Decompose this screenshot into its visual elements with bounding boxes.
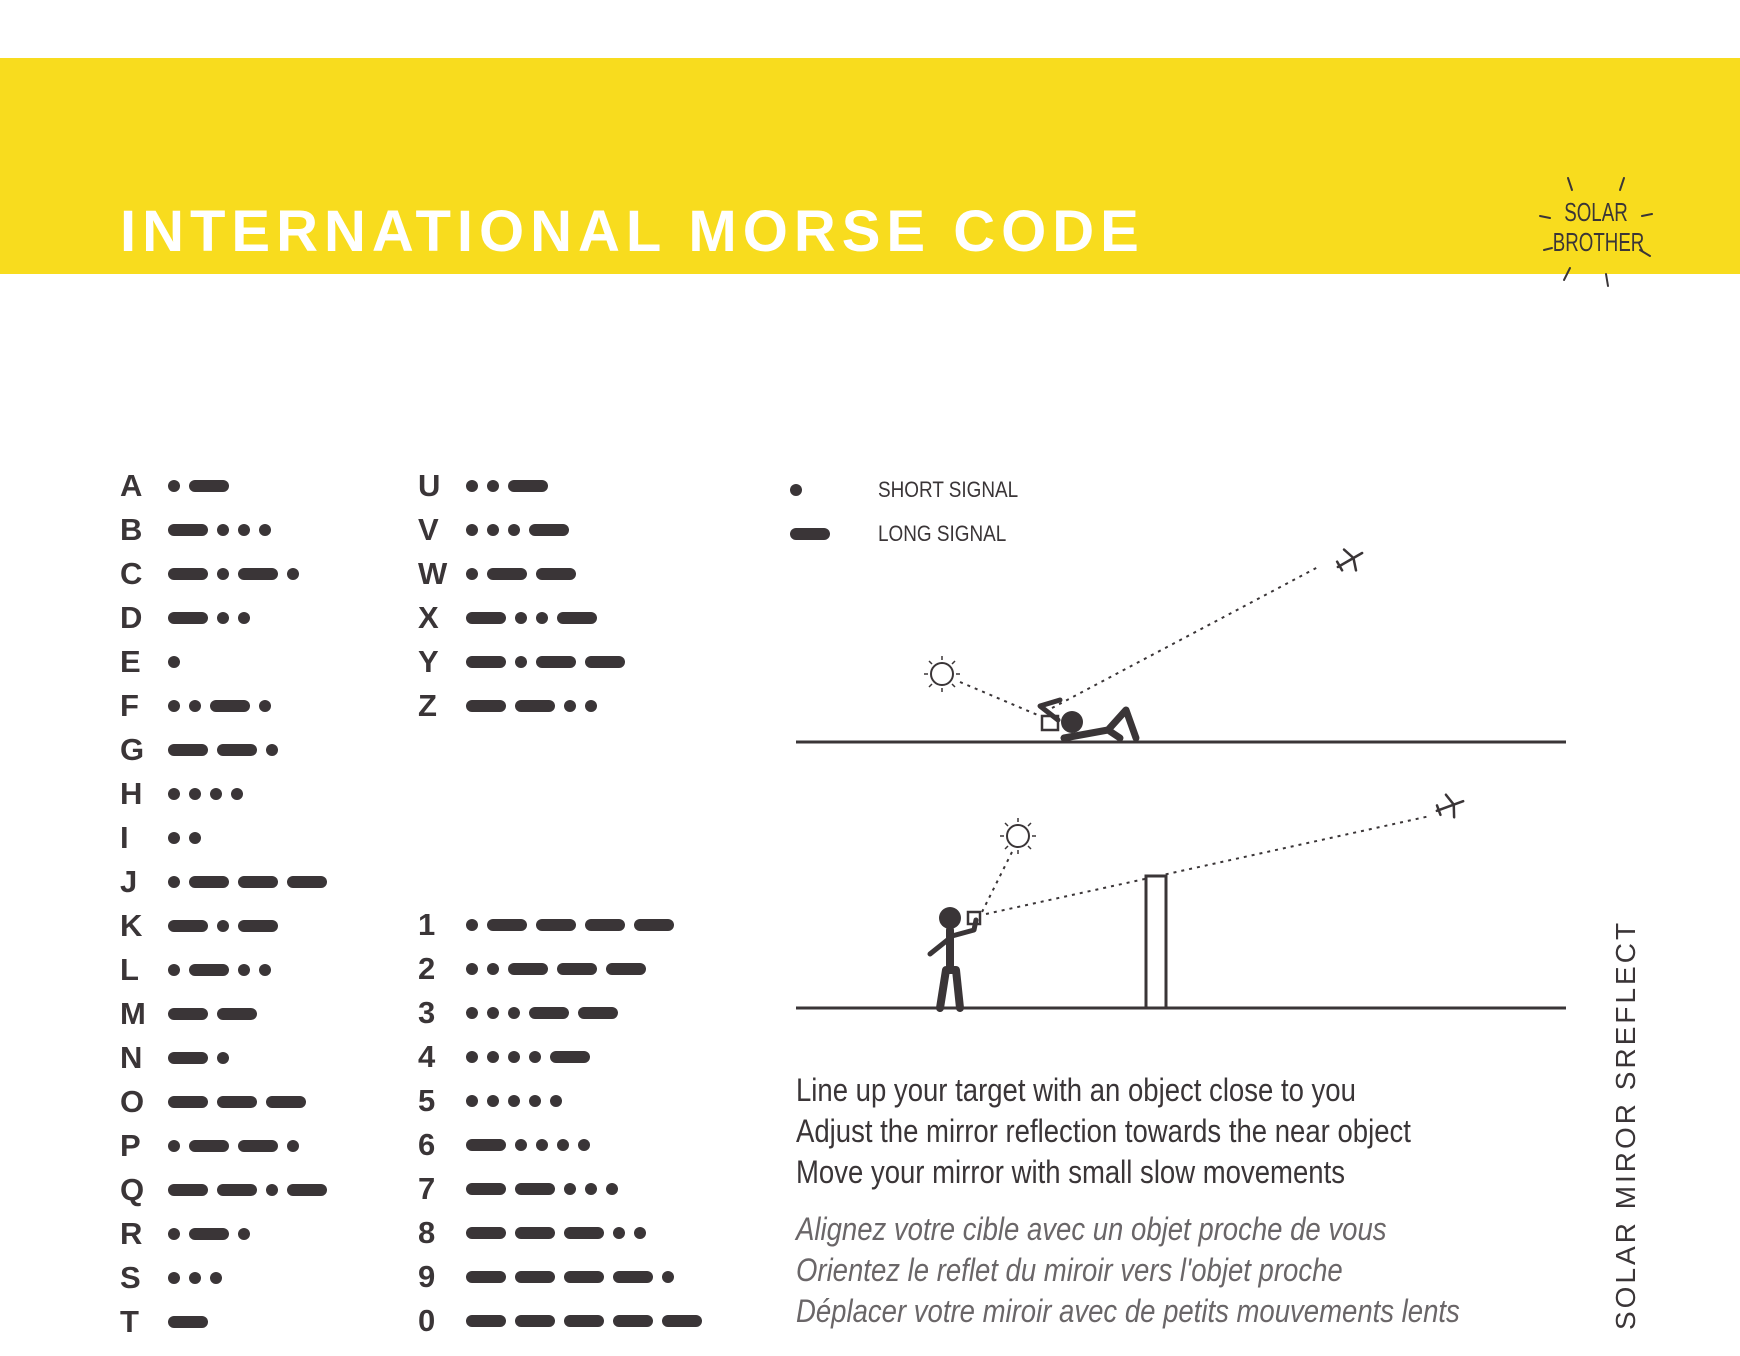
morse-dash	[466, 700, 506, 712]
morse-dot	[515, 1139, 527, 1151]
morse-code	[466, 612, 597, 624]
lying-person-icon	[1040, 700, 1136, 738]
instructions-english	[796, 1070, 1484, 1193]
morse-dot	[536, 1139, 548, 1151]
morse-dot	[168, 1272, 180, 1284]
morse-dash	[189, 1228, 229, 1240]
morse-code	[466, 568, 576, 580]
morse-dot	[466, 1095, 478, 1107]
morse-dash	[238, 568, 278, 580]
morse-dash	[466, 1315, 506, 1327]
morse-code	[466, 1095, 562, 1107]
morse-char: L	[120, 952, 139, 987]
morse-code	[168, 1096, 306, 1108]
morse-dash	[466, 612, 506, 624]
morse-char: 0	[418, 1303, 436, 1338]
morse-code	[168, 480, 229, 492]
morse-dot	[189, 832, 201, 844]
morse-row-6	[418, 1125, 590, 1165]
morse-dash	[189, 1140, 229, 1152]
morse-dash	[536, 568, 576, 580]
morse-dot	[487, 963, 499, 975]
morse-row-y	[418, 642, 625, 682]
morse-dot	[466, 1051, 478, 1063]
logo-text-brother: BROTHER	[1552, 227, 1645, 257]
morse-dot	[238, 1228, 250, 1240]
sun-ray-bottom	[982, 852, 1012, 912]
morse-dot	[168, 832, 180, 844]
morse-dash	[515, 1315, 555, 1327]
morse-row-w	[418, 554, 576, 594]
legend-short	[790, 470, 1041, 510]
morse-row-v	[418, 510, 569, 550]
morse-row-b	[120, 510, 271, 550]
morse-dash	[189, 876, 229, 888]
morse-dash	[564, 1227, 604, 1239]
morse-dash	[613, 1271, 653, 1283]
morse-char: P	[120, 1128, 141, 1163]
morse-dot	[529, 1051, 541, 1063]
airplane-icon	[1332, 543, 1368, 578]
page-title: INTERNATIONAL MORSE CODE	[120, 199, 1145, 264]
morse-dot	[564, 1183, 576, 1195]
morse-dot	[189, 788, 201, 800]
morse-dot	[613, 1227, 625, 1239]
morse-code	[466, 1183, 618, 1195]
morse-dot	[557, 1139, 569, 1151]
morse-char: K	[120, 908, 143, 943]
morse-dot	[217, 1052, 229, 1064]
sun-icon	[924, 656, 960, 692]
morse-dash	[217, 1184, 257, 1196]
morse-char: V	[418, 512, 439, 547]
morse-dash	[217, 744, 257, 756]
morse-dash	[536, 656, 576, 668]
morse-dot	[508, 524, 520, 536]
morse-dash	[564, 1271, 604, 1283]
morse-dot	[168, 876, 180, 888]
morse-row-x	[418, 598, 597, 638]
morse-dash	[168, 1316, 208, 1328]
legend-short-label: SHORT SIGNAL	[878, 477, 1019, 502]
morse-char: Q	[120, 1172, 145, 1207]
morse-dash	[515, 1271, 555, 1283]
morse-char: 7	[418, 1171, 436, 1206]
morse-dash	[466, 1183, 506, 1195]
morse-dot	[508, 1007, 520, 1019]
morse-char: 4	[418, 1039, 436, 1074]
morse-dot	[238, 964, 250, 976]
morse-dot	[529, 1095, 541, 1107]
instruction-en-1: Line up your target with an object close to you	[796, 1072, 1356, 1108]
morse-dash	[287, 876, 327, 888]
morse-row-s	[120, 1258, 222, 1298]
morse-dot	[231, 788, 243, 800]
morse-char: I	[120, 820, 129, 855]
morse-dash	[168, 1052, 208, 1064]
morse-code	[466, 1315, 702, 1327]
morse-char: 2	[418, 951, 436, 986]
morse-code	[168, 612, 250, 624]
morse-dash	[557, 612, 597, 624]
morse-dot	[662, 1271, 674, 1283]
morse-row-9	[418, 1257, 674, 1297]
morse-row-3	[418, 993, 618, 1033]
side-label: SOLAR MIROR SREFLECT	[1610, 919, 1641, 1330]
morse-row-o	[120, 1082, 306, 1122]
morse-row-7	[418, 1169, 618, 1209]
morse-code	[466, 656, 625, 668]
morse-dot	[515, 656, 527, 668]
morse-dot	[466, 568, 478, 580]
post-icon	[1146, 876, 1166, 1008]
morse-dot	[515, 612, 527, 624]
morse-row-5	[418, 1081, 562, 1121]
reflection-ray-top	[1052, 566, 1320, 708]
morse-char: J	[120, 864, 138, 899]
morse-dot	[466, 480, 478, 492]
morse-dot	[487, 480, 499, 492]
morse-dash	[168, 524, 208, 536]
morse-dot	[168, 1228, 180, 1240]
morse-dot	[487, 1095, 499, 1107]
morse-dot	[266, 744, 278, 756]
morse-row-c	[120, 554, 299, 594]
morse-code	[168, 964, 271, 976]
morse-char: 6	[418, 1127, 436, 1162]
morse-char: Y	[418, 644, 439, 679]
morse-row-0	[418, 1301, 702, 1341]
morse-dot	[585, 700, 597, 712]
morse-dot	[259, 524, 271, 536]
morse-char: X	[418, 600, 439, 635]
morse-dash	[266, 1096, 306, 1108]
morse-row-u	[418, 466, 548, 506]
instructions	[796, 1070, 1596, 1332]
morse-dash	[466, 656, 506, 668]
morse-code	[466, 919, 674, 931]
morse-dot	[508, 1095, 520, 1107]
morse-row-p	[120, 1126, 299, 1166]
instruction-en-3: Move your mirror with small slow movements	[796, 1154, 1345, 1190]
morse-dash	[189, 480, 229, 492]
morse-dash	[466, 1227, 506, 1239]
morse-row-h	[120, 774, 243, 814]
morse-dash	[238, 920, 278, 932]
morse-dash	[238, 1140, 278, 1152]
morse-code	[466, 1051, 590, 1063]
morse-row-d	[120, 598, 250, 638]
morse-row-e	[120, 642, 180, 682]
morse-dash	[536, 919, 576, 931]
morse-dot	[238, 612, 250, 624]
morse-code	[168, 1052, 229, 1064]
morse-char: G	[120, 732, 145, 767]
morse-dash	[466, 1271, 506, 1283]
morse-code	[466, 524, 569, 536]
morse-code	[168, 876, 327, 888]
morse-char: R	[120, 1216, 143, 1251]
morse-dot	[487, 524, 499, 536]
morse-dash	[613, 1315, 653, 1327]
morse-row-z	[418, 686, 597, 726]
morse-dash	[515, 700, 555, 712]
morse-dot	[606, 1183, 618, 1195]
morse-row-j	[120, 862, 327, 902]
morse-dash	[529, 524, 569, 536]
morse-dot	[466, 919, 478, 931]
morse-dash	[634, 919, 674, 931]
morse-dot	[466, 1007, 478, 1019]
morse-dot	[168, 480, 180, 492]
morse-dot	[217, 568, 229, 580]
sun-icon	[1000, 818, 1036, 854]
morse-code	[168, 920, 278, 932]
morse-char: N	[120, 1040, 143, 1075]
morse-row-t	[120, 1302, 208, 1342]
morse-row-k	[120, 906, 278, 946]
morse-char: 9	[418, 1259, 436, 1294]
morse-dash	[168, 1096, 208, 1108]
morse-dash	[606, 963, 646, 975]
sun-ray-top	[960, 682, 1040, 716]
morse-dash	[168, 920, 208, 932]
morse-code	[168, 1272, 222, 1284]
morse-dash	[238, 876, 278, 888]
morse-row-a	[120, 466, 229, 506]
morse-char: 3	[418, 995, 436, 1030]
morse-char: M	[120, 996, 146, 1031]
morse-dot	[168, 964, 180, 976]
morse-dash	[487, 568, 527, 580]
morse-code	[466, 1271, 674, 1283]
morse-row-m	[120, 994, 257, 1034]
instructions-french	[796, 1209, 1484, 1332]
morse-dash	[515, 1183, 555, 1195]
morse-row-8	[418, 1213, 646, 1253]
airplane-icon	[1433, 790, 1468, 822]
morse-code	[168, 1316, 208, 1328]
morse-dot	[189, 1272, 201, 1284]
morse-code	[168, 568, 299, 580]
morse-dot	[259, 964, 271, 976]
morse-dot	[287, 1140, 299, 1152]
morse-code	[168, 832, 201, 844]
morse-dot	[217, 524, 229, 536]
morse-char: 8	[418, 1215, 436, 1250]
morse-dash	[210, 700, 250, 712]
morse-dot	[487, 1051, 499, 1063]
morse-char: C	[120, 556, 143, 591]
morse-dash	[515, 1227, 555, 1239]
morse-code	[466, 700, 597, 712]
morse-dash	[662, 1315, 702, 1327]
morse-char: 5	[418, 1083, 436, 1118]
morse-dash	[564, 1315, 604, 1327]
brand-logo	[1536, 168, 1656, 298]
morse-row-4	[418, 1037, 590, 1077]
morse-dash	[217, 1008, 257, 1020]
morse-row-2	[418, 949, 646, 989]
morse-dash	[217, 1096, 257, 1108]
morse-dash	[168, 612, 208, 624]
morse-row-r	[120, 1214, 250, 1254]
morse-dot	[287, 568, 299, 580]
morse-code	[466, 963, 646, 975]
legend-long-label: LONG SIGNAL	[878, 521, 1007, 546]
morse-char: 1	[418, 907, 436, 942]
morse-char: T	[120, 1304, 139, 1339]
morse-code	[466, 1007, 618, 1019]
morse-dot	[508, 1051, 520, 1063]
morse-code	[466, 1139, 590, 1151]
morse-char: O	[120, 1084, 145, 1119]
morse-char: U	[418, 468, 441, 503]
morse-code	[466, 1227, 646, 1239]
morse-dash	[508, 963, 548, 975]
morse-row-g	[120, 730, 278, 770]
morse-dot	[217, 920, 229, 932]
morse-code	[168, 1228, 250, 1240]
morse-code	[168, 524, 271, 536]
morse-char: D	[120, 600, 143, 635]
morse-dot	[217, 612, 229, 624]
morse-code	[168, 1008, 257, 1020]
morse-dash	[508, 480, 548, 492]
morse-code	[466, 480, 548, 492]
morse-row-f	[120, 686, 271, 726]
logo-text-solar: SOLAR	[1564, 197, 1628, 227]
morse-char: F	[120, 688, 139, 723]
morse-dash	[287, 1184, 327, 1196]
morse-char: B	[120, 512, 143, 547]
morse-dot	[266, 1184, 278, 1196]
morse-code	[168, 744, 278, 756]
morse-code	[168, 1140, 299, 1152]
morse-code	[168, 656, 180, 668]
morse-row-i	[120, 818, 201, 858]
morse-dash	[466, 1139, 506, 1151]
morse-row-n	[120, 1038, 229, 1078]
morse-dot	[168, 700, 180, 712]
title-banner	[0, 58, 1740, 274]
morse-dot	[550, 1095, 562, 1107]
morse-dot	[259, 700, 271, 712]
instruction-fr-3: Déplacer votre miroir avec de petits mouvements lents	[796, 1293, 1460, 1329]
morse-char: Z	[418, 688, 437, 723]
morse-dash	[487, 919, 527, 931]
morse-dash	[189, 964, 229, 976]
morse-code	[168, 788, 243, 800]
morse-code	[168, 700, 271, 712]
morse-dash	[578, 1007, 618, 1019]
morse-char: S	[120, 1260, 141, 1295]
morse-dot	[578, 1139, 590, 1151]
morse-row-q	[120, 1170, 327, 1210]
morse-dot	[189, 700, 201, 712]
morse-code	[168, 1184, 327, 1196]
morse-dot	[238, 524, 250, 536]
morse-dot	[168, 656, 180, 668]
morse-dot	[168, 788, 180, 800]
morse-dot	[466, 524, 478, 536]
morse-char: A	[120, 468, 143, 503]
morse-dot	[564, 700, 576, 712]
short-signal-dot	[790, 484, 802, 496]
morse-dot	[536, 612, 548, 624]
morse-dash	[168, 568, 208, 580]
signal-mirror-illustration	[790, 530, 1570, 1020]
morse-dot	[634, 1227, 646, 1239]
morse-dot	[168, 1140, 180, 1152]
morse-dash	[585, 656, 625, 668]
instruction-fr-1: Alignez votre cible avec un objet proche de vous	[796, 1211, 1387, 1247]
reflection-ray-bottom	[986, 816, 1430, 914]
morse-dot	[210, 788, 222, 800]
morse-char: H	[120, 776, 143, 811]
instruction-fr-2: Orientez le reflet du miroir vers l'objet proche	[796, 1252, 1343, 1288]
morse-char: E	[120, 644, 141, 679]
morse-dash	[550, 1051, 590, 1063]
morse-dash	[168, 1008, 208, 1020]
standing-person-icon	[930, 907, 980, 1008]
morse-dot	[466, 963, 478, 975]
morse-row-l	[120, 950, 271, 990]
morse-dash	[529, 1007, 569, 1019]
morse-dash	[168, 744, 208, 756]
morse-dash	[585, 919, 625, 931]
morse-row-1	[418, 905, 674, 945]
morse-dash	[557, 963, 597, 975]
morse-char: W	[418, 556, 448, 591]
instruction-en-2: Adjust the mirror reflection towards the near object	[796, 1113, 1411, 1149]
morse-dot	[487, 1007, 499, 1019]
morse-dot	[585, 1183, 597, 1195]
morse-dash	[168, 1184, 208, 1196]
morse-dot	[210, 1272, 222, 1284]
